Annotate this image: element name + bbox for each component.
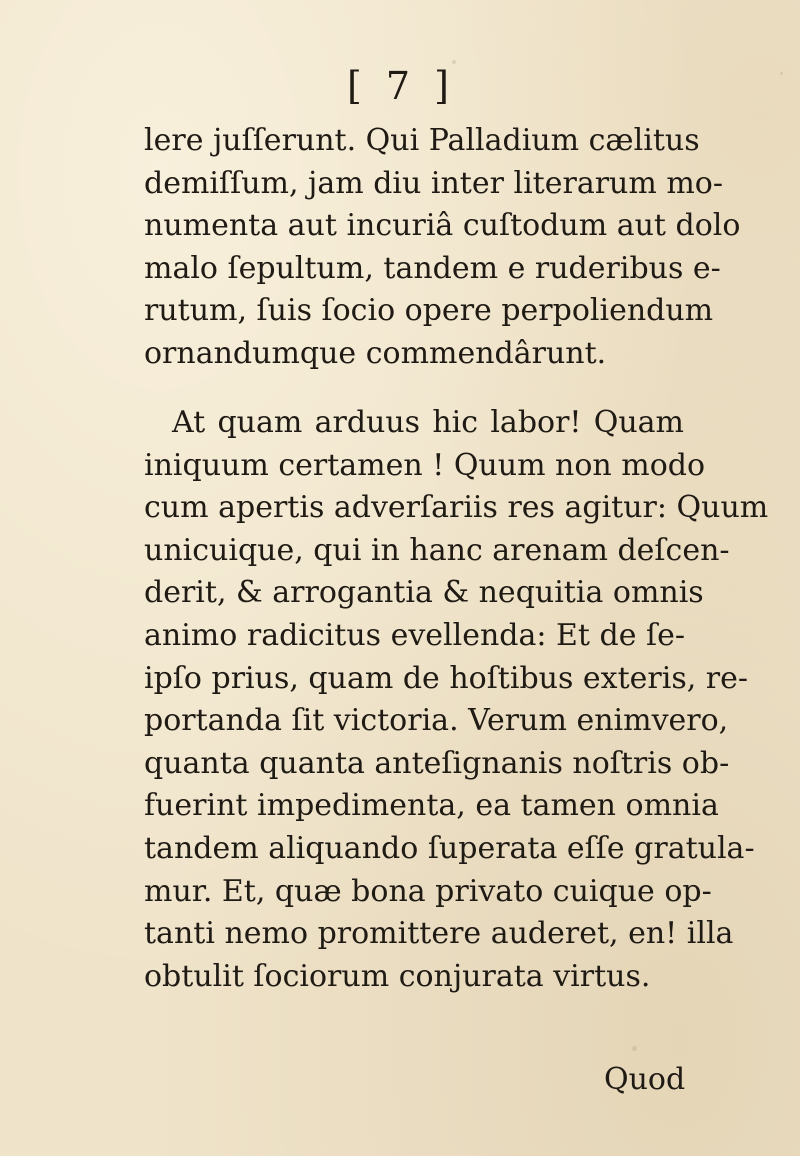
text-line: ornandumque commendârunt. (144, 335, 607, 371)
text-line: tandem aliquando ſuperata eſſe gratula- (144, 830, 755, 866)
paper-spot (632, 1046, 637, 1051)
text-line: numenta aut incuriâ cuſtodum aut dolo (144, 208, 741, 244)
text-line: fuerint impedimenta, ea tamen omnia (144, 788, 719, 824)
text-line: iniquum certamen ! Quum non modo (144, 447, 706, 483)
text-line: demiſſum, jam diu inter literarum mo- (144, 165, 723, 201)
paragraph-1 (144, 120, 741, 376)
text-line: mur. Et, quæ bona privato cuique op- (144, 873, 712, 909)
paper-spot (780, 72, 783, 75)
text-line: portanda ſit victoria. Verum enimvero, (144, 703, 729, 739)
text-line: unicuique, qui in hanc arenam deſcen- (144, 532, 730, 568)
page-number: [ 7 ] (347, 64, 455, 108)
text-line: tanti nemo promittere auderet, en! illa (144, 916, 734, 952)
paragraph-2 (144, 402, 769, 998)
text-line: quanta quanta anteſignanis noſtris ob- (144, 745, 730, 781)
text-line: At quam arduus hic labor! Quam (172, 405, 684, 440)
text-line: cum apertis adverſariis res agitur: Quum (144, 490, 769, 526)
text-line: lere juſſerunt. Qui Palladium cælitus (144, 123, 700, 158)
text-line: derit, & arrogantia & nequitia omnis (144, 575, 704, 611)
text-line: obtulit ſociorum conjurata virtus. (144, 958, 651, 994)
text-line: rutum, ſuis ſocio opere perpoliendum (144, 293, 714, 329)
text-line: ipſo prius, quam de hoſtibus exteris, re- (144, 660, 749, 696)
text-line: malo ſepultum, tandem e ruderibus e- (144, 250, 721, 286)
text-line: animo radicitus evellenda: Et de ſe- (144, 617, 686, 653)
catchword: Quod (604, 1062, 686, 1097)
